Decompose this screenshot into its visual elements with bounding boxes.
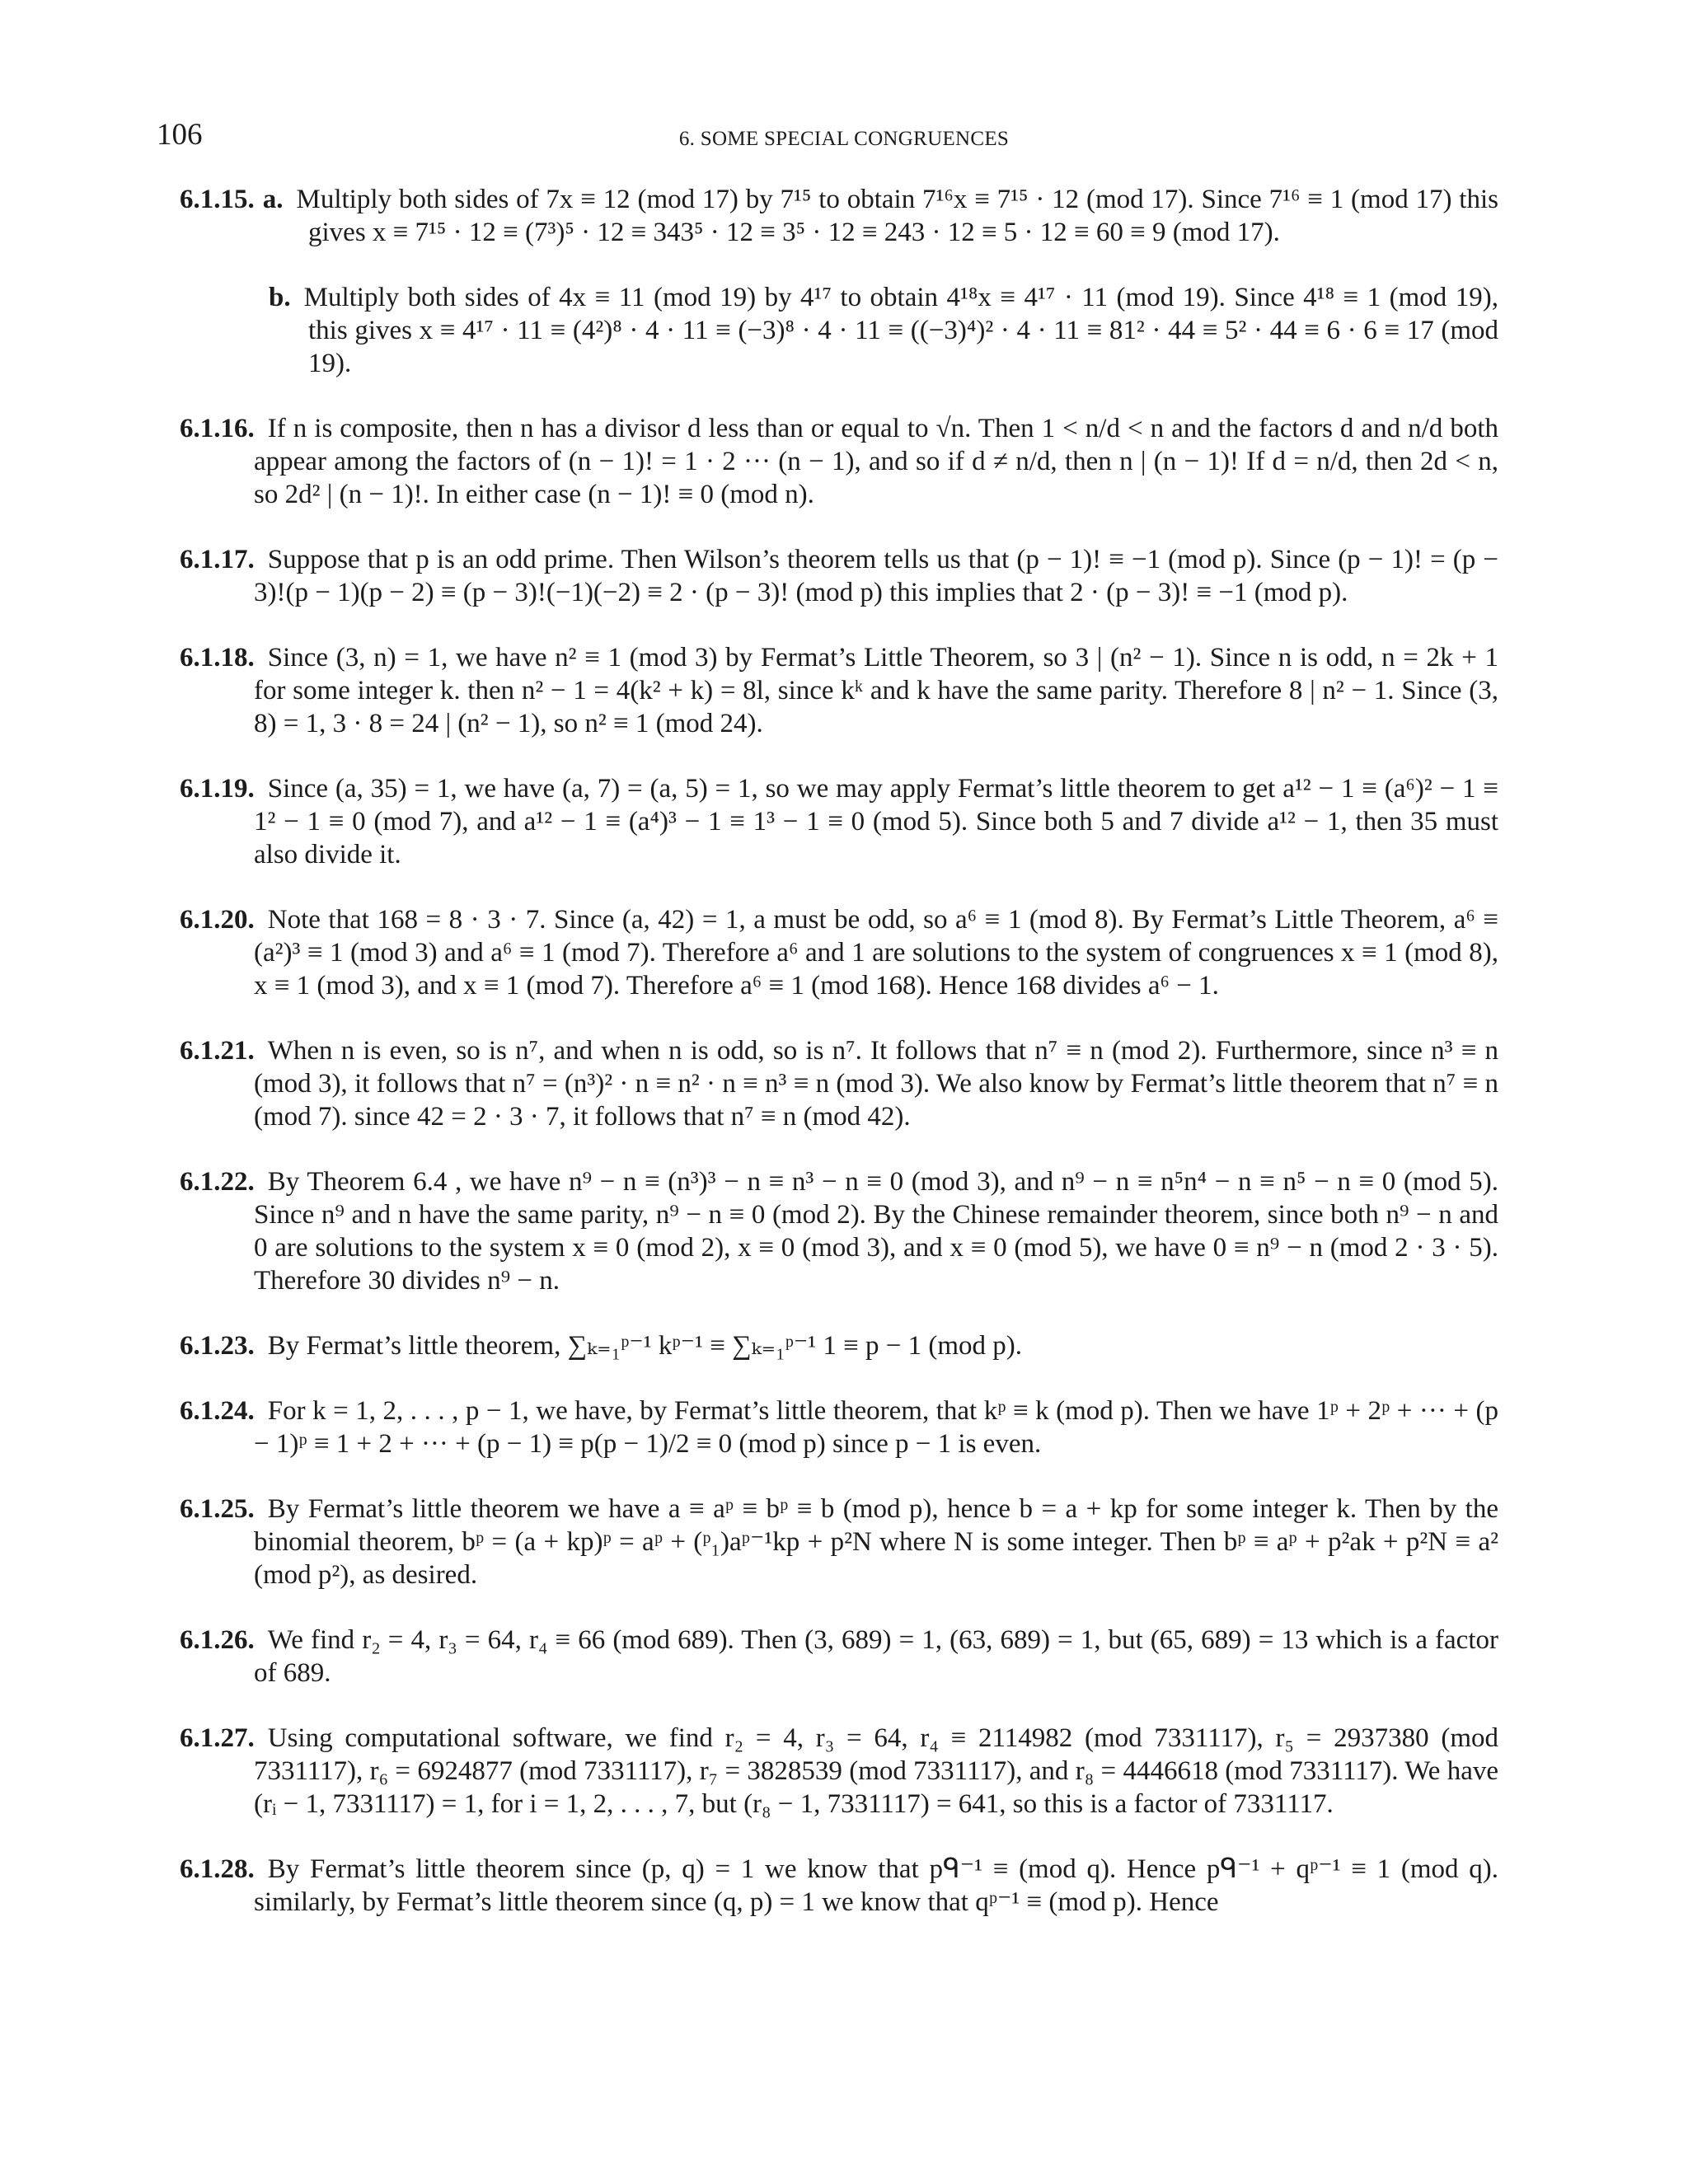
exercise-text: Multiply both sides of 7x ≡ 12 (mod 17) by 7¹⁵ to obtain 7¹⁶x ≡ 7¹⁵ · 12 (mod 17). Since 7¹⁶ ≡ 1 (mod 17) this gives x ≡ 7¹⁵ · 12 ≡ (7³)⁵ · 12 ≡ 343⁵ · 12 ≡ 3⁵ · 12 ≡ 243 · 12 ≡ 5 · 12 ≡ 60 ≡ 9 (mod 17). <box>296 185 1498 247</box>
exercise-label: 6.1.19. <box>180 774 255 804</box>
exercise-6-1-23 <box>180 1329 1498 1362</box>
exercise-6-1-26 <box>180 1624 1498 1690</box>
exercise-6-1-22 <box>180 1165 1498 1297</box>
exercise-6-1-17 <box>180 543 1498 609</box>
exercise-6-1-27 <box>180 1722 1498 1821</box>
exercise-text: By Fermat’s little theorem since (p, q) = 1 we know that pᑫ⁻¹ ≡ (mod q). Hence pᑫ⁻¹ + qᵖ⁻¹ ≡ 1 (mod q). similarly, by Fermat’s little theorem since (q, p) = 1 we know that qᵖ⁻¹ ≡ (mod p). Hence <box>254 1854 1498 1917</box>
running-head: 6. SOME SPECIAL CONGRUENCES <box>678 128 1010 150</box>
exercise-label: 6.1.20. <box>180 905 255 935</box>
exercise-6-1-15-part-b <box>180 281 1498 380</box>
exercise-label: 6.1.25. <box>180 1494 255 1524</box>
exercise-6-1-21 <box>180 1034 1498 1133</box>
exercise-6-1-28 <box>180 1853 1498 1919</box>
exercise-6-1-20 <box>180 903 1498 1002</box>
exercise-text: Since (a, 35) = 1, we have (a, 7) = (a, 5) = 1, so we may apply Fermat’s little theorem to get a¹² − 1 ≡ (a⁶)² − 1 ≡ 1² − 1 ≡ 0 (mod 7), and a¹² − 1 ≡ (a⁴)³ − 1 ≡ 1³ − 1 ≡ 0 (mod 5). Since both 5 and 7 divide a¹² − 1, then 35 must also divide it. <box>254 774 1498 869</box>
exercise-label: 6.1.16. <box>180 414 255 443</box>
exercise-6-1-18 <box>180 641 1498 740</box>
exercise-6-1-24 <box>180 1394 1498 1460</box>
part-label: a. <box>262 185 284 214</box>
exercise-label: 6.1.18. <box>180 643 255 673</box>
exercise-6-1-19 <box>180 772 1498 871</box>
exercise-text: By Theorem 6.4 , we have n⁹ − n ≡ (n³)³ − n ≡ n³ − n ≡ 0 (mod 3), and n⁹ − n ≡ n⁵n⁴ − n ≡ n⁵ − n ≡ 0 (mod 5). Since n⁹ and n have the same parity, n⁹ − n ≡ 0 (mod 2). By the Chinese remainder theorem, since both n⁹ − n and 0 are solutions to the system x ≡ 0 (mod 2), x ≡ 0 (mod 3), and x ≡ 0 (mod 5), we have 0 ≡ n⁹ − n (mod 2 · 3 · 5). Therefore 30 divides n⁹ − n. <box>254 1167 1498 1296</box>
exercise-label: 6.1.21. <box>180 1036 255 1066</box>
exercise-6-1-25 <box>180 1493 1498 1591</box>
exercise-text: We find r₂ = 4, r₃ = 64, r₄ ≡ 66 (mod 689). Then (3, 689) = 1, (63, 689) = 1, but (65, 689) = 13 which is a factor of 689. <box>254 1625 1498 1688</box>
page-number: 106 <box>157 118 203 152</box>
exercise-label: 6.1.27. <box>180 1723 255 1753</box>
exercise-text: By Fermat’s little theorem, ∑ₖ₌₁ᵖ⁻¹ kᵖ⁻¹ ≡ ∑ₖ₌₁ᵖ⁻¹ 1 ≡ p − 1 (mod p). <box>267 1331 1023 1361</box>
exercise-label: 6.1.22. <box>180 1167 255 1197</box>
solutions-list <box>180 183 1498 1951</box>
exercise-text: For k = 1, 2, . . . , p − 1, we have, by Fermat’s little theorem, that kᵖ ≡ k (mod p). Then we have 1ᵖ + 2ᵖ + ··· + (p − 1)ᵖ ≡ 1 + 2 + ··· + (p − 1) ≡ p(p − 1)/2 ≡ 0 (mod p) since p − 1 is even. <box>254 1396 1498 1459</box>
exercise-text: Using computational software, we find r₂ = 4, r₃ = 64, r₄ ≡ 2114982 (mod 7331117), r₅ = 2937380 (mod 7331117), r₆ = 6924877 (mod 7331117), r₇ = 3828539 (mod 7331117), and r₈ = 4446618 (mod 7331117). We have (rᵢ − 1, 7331117) = 1, for i = 1, 2, . . . , 7, but (r₈ − 1, 7331117) = 641, so this is a factor of 7331117. <box>254 1723 1498 1819</box>
exercise-label: 6.1.23. <box>180 1331 255 1361</box>
exercise-label: 6.1.28. <box>180 1854 255 1884</box>
part-label: b. <box>269 283 291 312</box>
exercise-label: 6.1.15. <box>180 185 255 214</box>
exercise-text: Note that 168 = 8 · 3 · 7. Since (a, 42) = 1, a must be odd, so a⁶ ≡ 1 (mod 8). By Fermat’s Little Theorem, a⁶ ≡ (a²)³ ≡ 1 (mod 3) and a⁶ ≡ 1 (mod 7). Therefore a⁶ and 1 are solutions to the system of congruences x ≡ 1 (mod 8), x ≡ 1 (mod 3), and x ≡ 1 (mod 7). Therefore a⁶ ≡ 1 (mod 168). Hence 168 divides a⁶ − 1. <box>254 905 1498 1001</box>
exercise-text: Since (3, n) = 1, we have n² ≡ 1 (mod 3) by Fermat’s Little Theorem, so 3 | (n² − 1). Since n is odd, n = 2k + 1 for some integer k. then n² − 1 = 4(k² + k) = 8l, since kᵏ and k have the same parity. Therefore 8 | n² − 1. Since (3, 8) = 1, 3 · 8 = 24 | (n² − 1), so n² ≡ 1 (mod 24). <box>254 643 1498 738</box>
exercise-text: Suppose that p is an odd prime. Then Wilson’s theorem tells us that (p − 1)! ≡ −1 (mod p). Since (p − 1)! = (p − 3)!(p − 1)(p − 2) ≡ (p − 3)!(−1)(−2) ≡ 2 · (p − 3)! (mod p) this implies that 2 · (p − 3)! ≡ −1 (mod p). <box>254 545 1498 607</box>
exercise-label: 6.1.26. <box>180 1625 255 1655</box>
exercise-text: By Fermat’s little theorem we have a ≡ aᵖ ≡ bᵖ ≡ b (mod p), hence b = a + kp for some integer k. Then by the binomial theorem, bᵖ = (a + kp)ᵖ = aᵖ + (ᵖ₁)aᵖ⁻¹kp + p²N where N is some integer. Then bᵖ ≡ aᵖ + p²ak + p²N ≡ a² (mod p²), as desired. <box>254 1494 1498 1590</box>
exercise-text: Multiply both sides of 4x ≡ 11 (mod 19) by 4¹⁷ to obtain 4¹⁸x ≡ 4¹⁷ · 11 (mod 19). Since 4¹⁸ ≡ 1 (mod 19), this gives x ≡ 4¹⁷ · 11 ≡ (4²)⁸ · 4 · 11 ≡ (−3)⁸ · 4 · 11 ≡ ((−3)⁴)² · 4 · 11 ≡ 81² · 44 ≡ 5² · 44 ≡ 6 · 6 ≡ 17 (mod 19). <box>303 283 1498 378</box>
exercise-6-1-16 <box>180 412 1498 511</box>
exercise-label: 6.1.17. <box>180 545 255 574</box>
exercise-6-1-15-part-a <box>180 183 1498 249</box>
exercise-text: When n is even, so is n⁷, and when n is odd, so is n⁷. It follows that n⁷ ≡ n (mod 2). Furthermore, since n³ ≡ n (mod 3), it follows that n⁷ = (n³)² · n ≡ n² · n ≡ n³ ≡ n (mod 3). We also know by Fermat’s little theorem that n⁷ ≡ n (mod 7). since 42 = 2 · 3 · 7, it follows that n⁷ ≡ n (mod 42). <box>254 1036 1498 1132</box>
exercise-text: If n is composite, then n has a divisor d less than or equal to √n. Then 1 < n/d < n and the factors d and n/d both appear among the factors of (n − 1)! = 1 · 2 ··· (n − 1), and so if d ≠ n/d, then n | (n − 1)! If d = n/d, then 2d < n, so 2d² | (n − 1)!. In either case (n − 1)! ≡ 0 (mod n). <box>254 414 1498 509</box>
exercise-label: 6.1.24. <box>180 1396 255 1426</box>
